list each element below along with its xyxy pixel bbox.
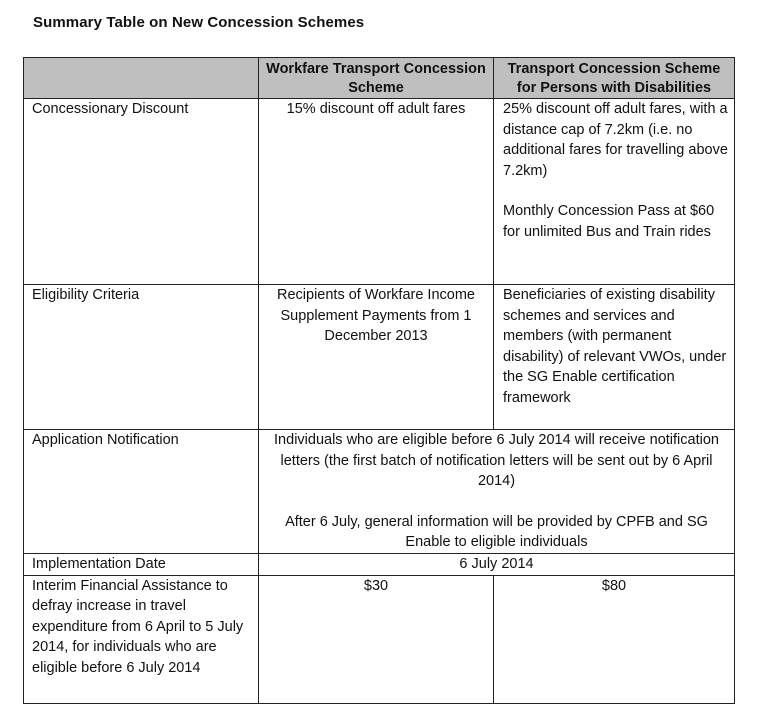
cell-implementation-combined: 6 July 2014	[259, 554, 735, 576]
cell-eligibility-workfare: Recipients of Workfare Income Supplement Payments from 1 December 2013	[259, 285, 494, 430]
row-label-notification: Application Notification	[24, 430, 259, 554]
discount-disabilities-para-1: 25% discount off adult fares, with a distance cap of 7.2km (i.e. no additional fares for travelling above 7.2km)	[503, 101, 728, 179]
cell-discount-workfare: 15% discount off adult fares	[259, 99, 494, 285]
cell-interim-disabilities: $80	[494, 575, 735, 703]
row-label-discount: Concessionary Discount	[24, 99, 259, 285]
table-row-interim	[24, 575, 735, 703]
row-label-interim: Interim Financial Assistance to defray increase in travel expenditure from 6 April to 5 July 2014, for individuals who are eligible before 6 July 2014	[24, 575, 259, 703]
header-disabilities: Transport Concession Scheme for Persons with Disabilities	[494, 58, 735, 99]
notification-para-1: Individuals who are eligible before 6 July 2014 will receive notification letters (the first batch of notification letters will be sent out by 6 April 2014)	[274, 432, 719, 489]
discount-disabilities-para-2: Monthly Concession Pass at $60 for unlimited Bus and Train rides	[503, 203, 715, 240]
cell-discount-disabilities	[494, 99, 735, 285]
table-row-implementation	[24, 554, 735, 576]
table-row-eligibility	[24, 285, 735, 430]
header-blank	[24, 58, 259, 99]
header-workfare: Workfare Transport Concession Scheme	[259, 58, 494, 99]
table-row-discount	[24, 99, 735, 285]
cell-eligibility-disabilities: Beneficiaries of existing disability schemes and services and members (with permanent disability) of relevant VWOs, under the SG Enable certification framework	[494, 285, 735, 430]
cell-notification-combined	[259, 430, 735, 554]
header-row	[24, 58, 735, 99]
row-label-eligibility: Eligibility Criteria	[24, 285, 259, 430]
table-row-notification	[24, 430, 735, 554]
page-title: Summary Table on New Concession Schemes	[33, 14, 365, 31]
summary-table	[23, 57, 735, 704]
row-label-implementation: Implementation Date	[24, 554, 259, 576]
notification-para-2: After 6 July, general information will be provided by CPFB and SG Enable to eligible individuals	[285, 513, 708, 550]
cell-interim-workfare: $30	[259, 575, 494, 703]
